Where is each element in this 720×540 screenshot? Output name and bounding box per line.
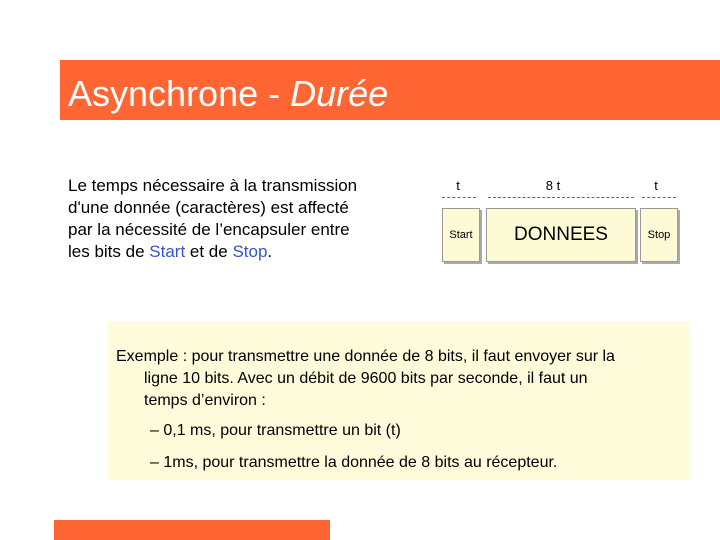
example-bullet-2: – 1ms, pour transmettre la donnée de 8 bits au récepteur. bbox=[150, 454, 558, 471]
bottom-accent-bar bbox=[54, 520, 330, 540]
start-bit-cell bbox=[442, 208, 480, 262]
intro-line-4 bbox=[68, 241, 418, 263]
label-data-duration: 8 t bbox=[545, 178, 561, 193]
dash-start bbox=[442, 197, 476, 198]
stop-bit-label: Stop bbox=[647, 229, 671, 241]
dash-stop bbox=[642, 197, 676, 198]
slide-title bbox=[68, 72, 388, 116]
intro-line-4-pre: les bits de bbox=[68, 242, 150, 261]
title-main: Asynchrone - bbox=[68, 73, 291, 114]
data-label: DONNEES bbox=[514, 224, 608, 245]
intro-paragraph bbox=[68, 175, 418, 263]
start-bit-label: Start bbox=[449, 229, 473, 241]
stop-bit-cell bbox=[640, 208, 678, 262]
intro-line-1: Le temps nécessaire à la transmission bbox=[68, 176, 358, 195]
intro-line-4-end: . bbox=[267, 242, 273, 261]
title-italic: Durée bbox=[290, 73, 389, 114]
intro-line-4-mid: et de bbox=[185, 242, 233, 261]
label-stop-duration: t bbox=[654, 178, 658, 193]
example-bullet-1: – 0,1 ms, pour transmettre un bit (t) bbox=[150, 422, 401, 439]
example-text bbox=[116, 346, 686, 412]
start-word: Start bbox=[149, 242, 186, 261]
example-line-2: ligne 10 bits. Avec un débit de 9600 bits par seconde, il faut un bbox=[144, 370, 588, 387]
example-line-3: temps d’environ : bbox=[144, 392, 266, 409]
dash-data bbox=[488, 197, 634, 198]
label-start-duration: t bbox=[456, 178, 460, 193]
example-line-1: Exemple : pour transmettre une donnée de 8 bits, il faut envoyer sur la bbox=[116, 348, 615, 365]
data-cell bbox=[486, 208, 636, 262]
intro-line-2: d'une donnée (caractères) est affecté bbox=[68, 198, 349, 217]
stop-word: Stop bbox=[232, 242, 268, 261]
intro-line-3: par la nécessité de l’encapsuler entre bbox=[68, 220, 350, 239]
